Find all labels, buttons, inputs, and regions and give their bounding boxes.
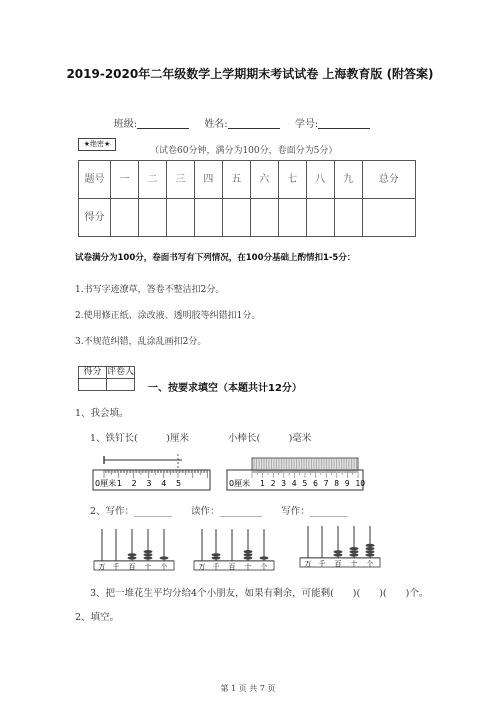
score-table-header-row — [79, 161, 416, 199]
score-header-cell: 八 — [306, 161, 334, 199]
grader-reviewer-cell[interactable] — [107, 379, 135, 391]
question-1: 1、我会填。 — [75, 408, 129, 419]
class-label: 班级: — [113, 119, 138, 130]
ruler-with-stick — [226, 456, 366, 492]
page-title: 2019-2020年二年级数学上学期期末考试试卷 上海教育版 (附答案) — [66, 67, 434, 81]
abacus-bead — [366, 544, 375, 547]
abacus-3 — [298, 520, 382, 568]
abacus-place-label: 个 — [160, 563, 168, 571]
student-info-line — [0, 115, 496, 130]
abacus-bead — [160, 556, 169, 559]
score-header-cell: 二 — [138, 161, 166, 199]
score-header-cell: 七 — [278, 161, 306, 199]
abacus-place-label: 百 — [334, 560, 342, 568]
question-1-3: 3、把一堆花生平均分给4个小朋友，如果有剩余，可能剩( )( )( )个。 — [90, 588, 429, 599]
score-header-cell: 三 — [166, 161, 194, 199]
ruler-with-nail — [92, 452, 212, 492]
abacus-place-label: 千 — [318, 560, 326, 568]
abacus-bead — [334, 553, 343, 556]
score-header-cell: 题号 — [79, 161, 111, 199]
stick — [252, 458, 358, 470]
ruler-tick-label: 8 — [334, 479, 340, 488]
ruler-tick-label: 3 — [146, 479, 152, 488]
question-1-2: 2、写作：________ 读作：_________ 写作：________ — [90, 506, 348, 517]
abacus-place-label: 千 — [212, 563, 220, 571]
abacus-bead — [334, 550, 343, 553]
page-footer: 第 1 页 共 7 页 — [220, 684, 276, 693]
ruler-tick-label: 9 — [344, 479, 350, 488]
score-header-cell: 总分 — [362, 161, 415, 199]
score-cell[interactable] — [278, 199, 306, 237]
score-header-cell: 六 — [250, 161, 278, 199]
id-blank[interactable] — [318, 118, 370, 129]
ruler-zero-label: 0厘米 — [95, 479, 117, 488]
score-header-cell: 九 — [334, 161, 362, 199]
ruler-tick-label: 6 — [313, 479, 318, 488]
abacus-place-label: 千 — [112, 563, 120, 571]
abacus-1 — [92, 523, 176, 571]
score-table-score-row — [79, 199, 416, 237]
ruler-tick-label: 2 — [270, 479, 276, 488]
question-2: 2、填空。 — [75, 612, 120, 623]
name-label: 姓名: — [204, 119, 228, 130]
abacus-place-label: 万 — [304, 560, 312, 568]
grader-reviewer-label: 评卷人 — [107, 367, 135, 377]
abacus-bead — [244, 550, 253, 553]
abacus-place-label: 十 — [144, 563, 152, 571]
abacus-2 — [192, 523, 276, 571]
class-blank[interactable] — [137, 118, 189, 129]
score-cell[interactable] — [194, 199, 222, 237]
abacus-place-label: 个 — [260, 563, 268, 571]
name-blank[interactable] — [228, 118, 280, 129]
ruler-tick-label: 2 — [131, 479, 137, 488]
abacus-bead — [260, 556, 269, 559]
ruler-tick-label: 10 — [355, 479, 366, 488]
abacus-bead — [144, 550, 153, 553]
abacus-bead — [350, 553, 359, 556]
exam-note: （试卷60分钟，满分为100分，卷面分为5分） — [150, 146, 338, 156]
abacus-place-label: 个 — [366, 560, 374, 568]
score-cell[interactable] — [362, 199, 415, 237]
question-1-1b: 小棒长( )毫米 — [228, 433, 312, 444]
rule-item: 3.不规范纠错，乱涂乱画扣2分。 — [75, 337, 207, 347]
ruler-tick-label: 4 — [291, 479, 297, 488]
abacus-bead — [144, 556, 153, 559]
rules-heading: 试卷满分为100分，卷面书写有下列情况，在100分基础上酌情扣1-5分： — [75, 253, 356, 263]
abacus-bead — [244, 556, 253, 559]
score-row-label: 得分 — [79, 199, 111, 237]
abacus-bead — [244, 553, 253, 556]
question-1-1a: 1、铁钉长( )厘米 — [90, 433, 189, 444]
grader-score-label: 得分 — [79, 367, 107, 379]
abacus-bead — [144, 553, 153, 556]
score-cell[interactable] — [306, 199, 334, 237]
grader-score-cell[interactable] — [79, 379, 107, 391]
score-cell[interactable] — [138, 199, 166, 237]
ruler-tick-label: 3 — [281, 479, 287, 488]
score-cell[interactable] — [111, 199, 139, 237]
score-cell[interactable] — [222, 199, 250, 237]
score-cell[interactable] — [250, 199, 278, 237]
abacus-bead — [128, 556, 137, 559]
abacus-place-label: 百 — [228, 563, 236, 571]
ruler-zero-label: 0厘米 — [229, 479, 251, 488]
abacus-bead — [366, 553, 375, 556]
abacus-bead — [350, 547, 359, 550]
ruler-tick-label: 5 — [302, 479, 308, 488]
abacus-bead — [212, 556, 221, 559]
abacus-bead — [212, 553, 221, 556]
score-header-cell: 一 — [111, 161, 139, 199]
grader-box — [78, 366, 135, 391]
score-header-cell: 四 — [194, 161, 222, 199]
score-cell[interactable] — [334, 199, 362, 237]
confidential-stamp: ★绝密★ — [78, 138, 116, 151]
ruler-tick-label: 5 — [176, 479, 182, 488]
rule-item: 2.使用修正纸、涂改液、透明胶等纠错扣1分。 — [75, 311, 261, 321]
abacus-place-label: 十 — [350, 560, 358, 568]
score-header-cell: 五 — [222, 161, 250, 199]
abacus-bead — [366, 550, 375, 553]
abacus-place-label: 万 — [98, 563, 106, 571]
abacus-place-label: 万 — [198, 563, 206, 571]
ruler-tick-label: 7 — [323, 479, 329, 488]
ruler-tick-label: 1 — [260, 479, 265, 488]
abacus-place-label: 百 — [128, 563, 136, 571]
score-table — [78, 160, 416, 237]
rule-item: 1.书写字迹潦草，答卷不整洁扣2分。 — [75, 285, 225, 295]
section-title: 一、按要求填空（本题共计12分） — [148, 383, 302, 394]
id-label: 学号: — [294, 119, 319, 130]
ruler-tick-label: 1 — [116, 479, 122, 488]
abacus-place-label: 十 — [244, 563, 252, 571]
abacus-bead — [366, 547, 375, 550]
ruler-tick-label: 4 — [161, 479, 167, 488]
abacus-bead — [128, 553, 137, 556]
abacus-bead — [350, 550, 359, 553]
score-cell[interactable] — [166, 199, 194, 237]
